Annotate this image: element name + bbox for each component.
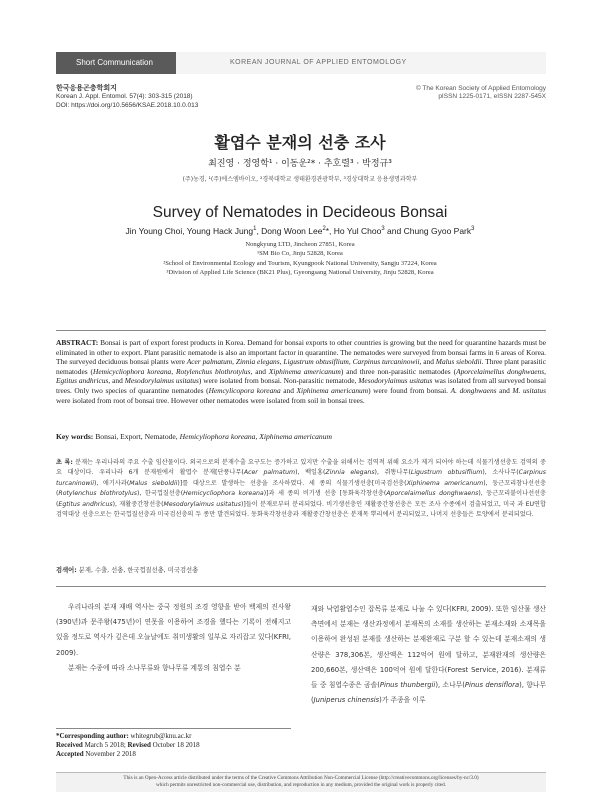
authors-korean: 최진영 · 정영학¹ · 이동운²* · 추호렬³ · 박정규³: [208, 159, 392, 169]
divider: [56, 330, 546, 331]
keywords-english: Key words: Bonsai, Export, Nematode, Hemicyliophora koreana, Xiphinema americanum: [56, 432, 333, 441]
abstract-english: ABSTRACT: Bonsai is part of export forest products in Korea. Demand for bonsai exports to other countries is growing but the need for quarantine hazards must be eliminated in other to export. Plant parasitic nematode is also an important factor in quarantine. The nematodes were surveyed from bonsai farms in 6 areas of Korea. The surveyed deciduous bonsai plants were Acer palmatum, Zinnia elegans, Ligustrum obtusiflium, Carpinus turcaninowii, and Malus sieboldii. Three plant parasitic nematodes (Hemicycliophora koreana, Rotylenchus blothrotylus, and Xiphinema americanum) and three non-parasitic nematodes (Aporcelaimellus donghwaens, Egtitus andhricus, and Mesodorylaimus usitatus) were isolated from bonsai. Non-parasitic nematode, Mesodorylaimus usitatus was isolated from all surveyed bonsai trees. Only two species of quarantine nematodes (Hemcylicopora koreana and Xiphinema americanum) were found from bonsai. A. donghwaens and M. usitatus were isolated from root of bonsai tree. However other nematodes were isolated from soil in bonsai trees.: [56, 338, 547, 405]
doi-link[interactable]: DOI: https://doi.org/10.5656/KSAE.2018.10.0.013: [56, 101, 199, 109]
abstract-korean: 초 록: 분재는 우리나라의 주요 수출 임산물이다. 외국으로의 분재수출 요구도는 증가하고 있지만 수출을 위해서는 검역적 위해 요소가 제거 되어야 하는데 식물기생선충도 검역의 중요 대상이다. 우리나라 6개 분재원에서 활엽수 분재[단풍나무(Acer palmatum), 백일홍(Zinnia elegans), 쥐똥나무(Ligustrum obtusiflium), 소사나무(Carpinus turcaninowii), 애기사과(Malus sieboldii)]를 대상으로 발생하는 선충을 조사하였다. 세 종의 식물기생선충[미국검선충(Xiphinema americanum), 둥근꼬리참나선선충(Rotylenchus blothrotylus), 한국껍질선충(Hemicycliophora koreana)]과 세 종의 비기생 선충 [동화육각창선충(Aporcelaimellus donghwaens), 둥근꼬리붙이나선선충(Egtitus andhricus), 재활중간창선충(Mesodorylaimus usitatus)]들이 분재로부터 분리되었다. 비기생선충인 재활중간창선충은 모든 조사 수종에서 검출되었고, 미국 과 EU연합 검역대상 선충으로는 한국껍질선충과 미국검선충의 두 종만 발견되었다. 동화육각창선충과 재활중간창선충은 분재목 뿌리에서 분리되었고, 나머지 선충들은 토양에서 분리되었다.: [56, 459, 547, 519]
license-footer: [56, 772, 546, 792]
issn: pISSN 1225-0171, eISSN 2287-545X: [438, 93, 546, 101]
correspondence-block: [56, 728, 291, 760]
title-english: Survey of Nematodes in Decideous Bonsai: [152, 204, 448, 221]
corresponding-author: *Corresponding author: whitegrub@knu.ac.kr: [56, 732, 192, 740]
copyright: © The Korean Society of Applied Entomology: [415, 85, 546, 92]
body-column-left: [56, 600, 291, 676]
body-column-right: [311, 602, 546, 708]
dates-line: Received March 5 2018; Revised October 18 2018: [56, 741, 200, 750]
title-korean: 활엽수 분재의 선충 조사: [214, 133, 386, 152]
license-line: This is an Open-Access article distributed under the terms of the Creative Commons Attribution Non-Commercial License (http://creativecommons.org/licenses/by-nc/3.0): [123, 775, 479, 781]
section-label: Short Communication: [56, 52, 176, 74]
keywords-korean: 검색어: 분재, 수출, 선충, 한국껍질선충, 미국검선충: [56, 567, 199, 574]
affiliation-line: ²School of Environmental Ecology and Tourism, Kyungpook National University, Sangju 37224, Korea: [163, 259, 437, 267]
affiliation-line: Nongkyung LTD, Jincheon 27851, Korea: [245, 241, 355, 248]
paragraph: 분재는 수종에 따라 소나무류와 향나무류 계통의 침엽수 분: [68, 663, 241, 672]
affiliations-english: [0, 240, 600, 277]
paragraph: 우리나라의 분재 재배 역사는 중국 정원의 조경 영향을 받아 백제의 진사왕(390년)과 문주왕(475년)이 연못을 이용하여 조경을 했다는 기록이 전해지고 있을 정도로 역사가 깊은데 오늘날에도 취미생활의 일부로 자리잡고 있다(KFRI, 2009).: [56, 603, 291, 657]
journal-title-ko: 한국응용곤충학회지: [56, 85, 117, 92]
citation-block: [56, 85, 198, 110]
affiliation-korean: (주)농경, ¹(주)에스엠바이오, ²경북대학교 생태환경관광학부, ³경상대학교 응용생명과학부: [182, 176, 418, 183]
copyright-block: [416, 85, 546, 102]
journal-name: KOREAN JOURNAL OF APPLIED ENTOMOLOGY: [230, 59, 407, 66]
accepted-line: Accepted November 2 2018: [56, 750, 136, 759]
affiliation-line: ³Division of Applied Life Science (BK21 Plus), Gyeongsang National University, Jinju 52828, Korea: [166, 268, 434, 276]
citation: Korean J. Appl. Entomol. 57(4): 303-315 (2018): [56, 93, 193, 101]
authors-english: Jin Young Choi, Young Hack Jung$^1$, Dong Woon Lee$^2$*, Ho Yul Choo$^3$ and Chung Gyoo Park$^3$: [125, 226, 475, 236]
author-email[interactable]: whitegrub@knu.ac.kr: [128, 732, 192, 740]
divider: [56, 586, 546, 587]
affiliation-line: ¹SM Bio Co, Jinju 52828, Korea: [257, 250, 343, 258]
license-line: which permits unrestricted non-commercial use, distribution, and reproduction in any medium, provided the original work is properly cited.: [156, 782, 446, 789]
paragraph: 재와 낙엽활엽수인 잡목류 분재로 나눌 수 있다(KFRI, 2009). 또한 임산물 생산 측면에서 분재는 생산과정에서 분재목의 소재를 생산하는 분재소재와 소재목을 이용하여 완성된 분재를 생산하는 분재완재로 구분 할 수 있는데 분재소재의 생산량은 378,306본, 생산액은 112억여 원에 달하고, 분재완재의 생산량은 200,660본, 생산액은 100억여 원에 달한다(Forest Service, 2016). 분재류들 중 침엽수종은 곰솔(Pinus thunbergii), 소나무(Pinus densiflora), 향나무(Juniperus chinensis)가 주종을 이루: [311, 605, 547, 705]
